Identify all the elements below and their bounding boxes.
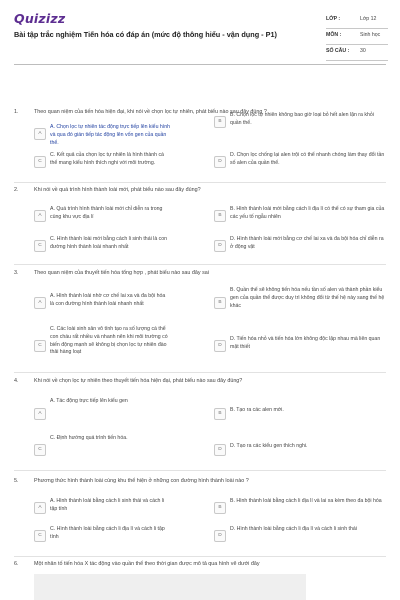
question-text: Khi nói về chọn lọc tự nhiên theo thuyết tiến hóa hiện đại, phát biểu nào sau đây đúng? xyxy=(34,378,243,384)
option-box-d[interactable]: D xyxy=(214,444,226,456)
option-text-b[interactable]: B. Hình thành loài mới bằng cách li địa lí có thể có sự tham gia của các yếu tố ngẫu nhiên xyxy=(230,206,385,220)
option-box-b[interactable]: B xyxy=(214,408,226,420)
option-box-b[interactable]: B xyxy=(214,502,226,514)
option-text-b[interactable]: B. Quần thể sẽ không tiến hóa nếu tần số alen và thành phần kiểu gen của quần thể được duy trì không đổi từ thế hệ này sang thế hệ khác xyxy=(230,287,385,309)
question-text: Theo quan niệm của thuyết tiến hóa tổng hợp , phát biểu nào sau đây sai xyxy=(34,270,209,276)
question-number: 3. xyxy=(14,270,19,276)
meta-table xyxy=(326,13,388,61)
option-box-d[interactable]: D xyxy=(214,340,226,352)
option-text-a[interactable]: A. Hình thành loài bằng cách li sinh thái và cách li tập tính xyxy=(50,498,165,512)
option-box-c[interactable]: C xyxy=(34,444,46,456)
meta-value: Lớp 12 xyxy=(360,16,377,22)
question-divider xyxy=(14,182,386,183)
option-text-a[interactable]: A. Tác động trực tiếp lên kiểu gen xyxy=(50,398,128,404)
question-divider xyxy=(14,470,386,471)
option-box-a[interactable]: A xyxy=(34,502,46,514)
option-text-a[interactable]: A. Hình thành loài nhờ cơ chế lai xa và đa bội hóa là con đường hình thành loài nhanh nhất xyxy=(50,293,166,307)
option-text-b[interactable]: B. Chọn lọc tự nhiên không bao giờ loại bỏ hết alen lặn ra khỏi quần thể. xyxy=(230,112,374,126)
option-box-c[interactable]: C xyxy=(34,156,46,168)
question-number: 1. xyxy=(14,109,19,115)
meta-row-count xyxy=(326,45,388,61)
meta-value: 30 xyxy=(360,48,366,54)
option-box-b[interactable]: B xyxy=(214,210,226,222)
worksheet-title: Bài tập trắc nghiệm Tiến hóa có đáp án (mức độ thông hiểu - vận dụng - P1) xyxy=(14,30,277,39)
option-text-c[interactable]: C. Định hướng quá trình tiến hóa. xyxy=(50,435,128,441)
meta-row-subject xyxy=(326,29,388,45)
quizizz-logo: Quizizz xyxy=(14,11,66,26)
option-text-d[interactable]: D. Hình thành loài bằng cách li địa lí và cách li sinh thái xyxy=(230,526,357,532)
option-box-a[interactable]: A xyxy=(34,210,46,222)
option-text-c[interactable]: C. Các loài sinh sản vô tính tạo ra số lượng cá thể con cháu rất nhiều và nhanh nên khi môi trường có biến động mạnh sẽ không bị chọn lọc tự nhiên đào thải hàng loạt xyxy=(50,326,168,356)
option-box-c[interactable]: C xyxy=(34,240,46,252)
option-box-a[interactable]: A xyxy=(34,128,46,140)
meta-key: SỐ CÂU : xyxy=(326,48,350,54)
question-divider xyxy=(14,264,386,265)
meta-key: MÔN : xyxy=(326,32,342,38)
option-text-b[interactable]: B. Hình thành loài bằng cách li địa lí và lai xa kèm theo đa bội hóa xyxy=(230,498,382,504)
question-figure xyxy=(34,574,306,600)
question-divider xyxy=(14,372,386,373)
option-box-d[interactable]: D xyxy=(214,156,226,168)
question-number: 4. xyxy=(14,378,19,384)
option-text-c[interactable]: C. Kết quả của chọn lọc tự nhiên là hình thành cá thể mang kiểu hình thích nghi với môi trường. xyxy=(50,152,164,166)
question-text: Một nhân tố tiến hóa X tác động vào quần thể theo thời gian được mô tả qua hình vẽ dưới đây xyxy=(34,561,260,567)
question-text: Theo quan niệm của tiến hóa hiện đại, khi nói về chọn lọc tự nhiên, phát biểu nào sau đây đúng ? xyxy=(34,109,267,115)
option-text-a[interactable]: A. Quá trình hình thành loài mới chỉ diễn ra trong cùng khu vực địa lí xyxy=(50,206,163,220)
meta-key: LỚP : xyxy=(326,16,341,22)
option-box-b[interactable]: B xyxy=(214,297,226,309)
question-number: 6. xyxy=(14,561,19,567)
option-box-a[interactable]: A xyxy=(34,408,46,420)
option-box-b[interactable]: B xyxy=(214,116,226,128)
option-text-b[interactable]: B. Tạo ra các alen mới. xyxy=(230,407,284,413)
option-text-a[interactable]: A. Chọn lọc tự nhiên tác động trực tiếp lên kiểu hình và qua đó gián tiếp tác động lên vốn gen của quần thể. xyxy=(50,124,170,146)
worksheet-header xyxy=(0,0,400,62)
option-text-c[interactable]: C. Hình thành loài mới bằng cách li sinh thái là con đường hình thành loài nhanh nhất xyxy=(50,236,168,250)
option-text-d[interactable]: D. Tiến hóa nhỏ và tiến hóa lớn không độc lập nhau mà liên quan mật thiết xyxy=(230,336,381,350)
option-box-d[interactable]: D xyxy=(214,530,226,542)
option-box-a[interactable]: A xyxy=(34,297,46,309)
header-divider xyxy=(14,64,386,65)
question-number: 5. xyxy=(14,478,19,484)
question-number: 2. xyxy=(14,187,19,193)
question-text: Khi nói về quá trình hình thành loài mới, phát biểu nào sau đây đúng? xyxy=(34,187,201,193)
option-box-c[interactable]: C xyxy=(34,340,46,352)
option-text-d[interactable]: D. Tạo ra các kiểu gen thích nghi. xyxy=(230,443,308,449)
meta-value: Sinh học xyxy=(360,32,381,38)
option-box-d[interactable]: D xyxy=(214,240,226,252)
option-box-c[interactable]: C xyxy=(34,530,46,542)
option-text-d[interactable]: D. Chọn lọc chống lại alen trội có thể nhanh chóng làm thay đổi tần số alen của quần thể. xyxy=(230,152,385,166)
option-text-c[interactable]: C. Hình thành loài bằng cách li địa lí và cách li tập tính xyxy=(50,526,165,540)
question-text: Phương thức hình thành loài cùng khu thể hiện ở những con đường hình thành loài nào ? xyxy=(34,478,249,484)
option-text-d[interactable]: D. Hình thành loài mới bằng cơ chế lai xa và đa bội hóa chỉ diễn ra ở động vật xyxy=(230,236,384,250)
question-divider xyxy=(14,556,386,557)
meta-row-grade xyxy=(326,13,388,29)
